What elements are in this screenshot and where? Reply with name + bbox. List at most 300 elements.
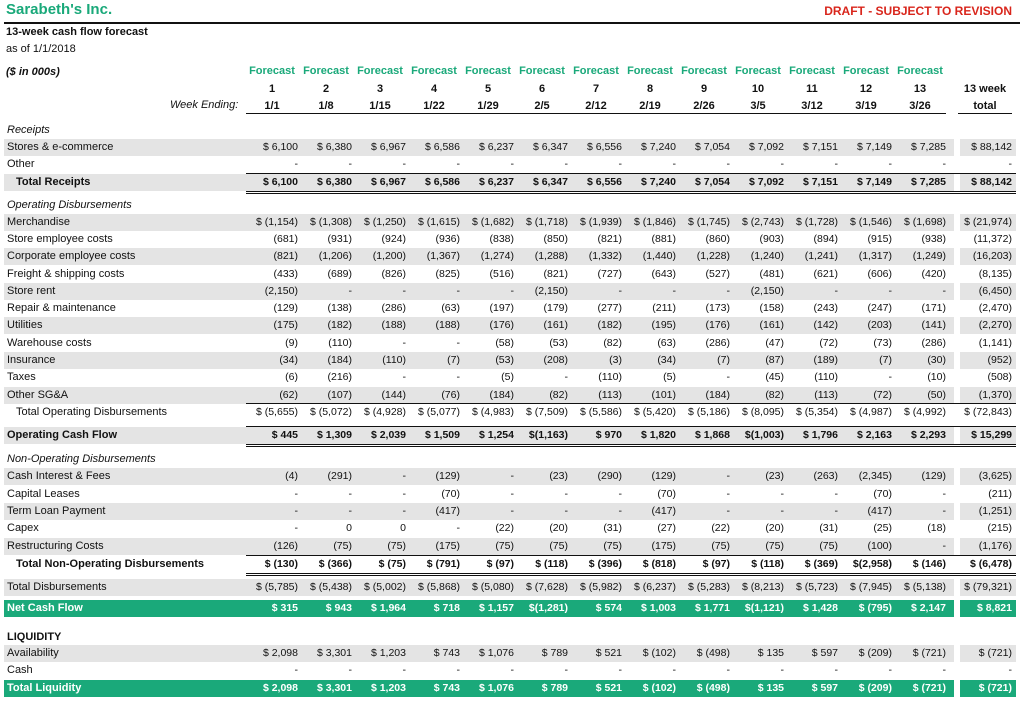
table-cell: $ 1,003: [640, 602, 676, 614]
table-cell: -: [348, 158, 352, 170]
table-cell: $ 7,151: [802, 141, 838, 153]
table-cell: (277): [597, 302, 622, 314]
table-cell: (144): [381, 389, 406, 401]
total-cell: (3,625): [978, 470, 1012, 482]
table-cell: (1,206): [318, 250, 352, 262]
table-row: [4, 662, 1016, 679]
table-cell: (175): [435, 540, 460, 552]
table-cell: (73): [873, 337, 892, 349]
table-cell: $ 6,380: [316, 176, 352, 188]
table-cell: -: [618, 158, 622, 170]
table-cell: $ (97): [702, 558, 730, 570]
table-cell: $(1,163): [528, 429, 568, 441]
table-cell: (101): [651, 389, 676, 401]
total-rule: [246, 444, 1016, 447]
table-cell: $ 7,054: [694, 176, 730, 188]
total-rule: [246, 403, 1016, 404]
table-cell: (184): [327, 354, 352, 366]
table-cell: $ 7,092: [748, 176, 784, 188]
total-cell: $ (721): [978, 682, 1012, 694]
table-cell: (158): [759, 302, 784, 314]
total-rule: [246, 555, 1016, 556]
table-cell: -: [402, 488, 406, 500]
table-cell: (821): [273, 250, 298, 262]
column-header-d: 2/12: [585, 100, 607, 112]
row-label: Cash Interest & Fees: [7, 470, 111, 482]
table-cell: (70): [657, 488, 676, 500]
table-cell: -: [456, 371, 460, 383]
table-cell: (208): [543, 354, 568, 366]
table-cell: (23): [765, 470, 784, 482]
table-cell: $ (1,698): [903, 216, 946, 228]
table-cell: (5): [501, 371, 514, 383]
table-cell: -: [402, 285, 406, 297]
total-rule: [246, 191, 1016, 194]
table-cell: $ 789: [541, 647, 568, 659]
table-cell: -: [402, 664, 406, 676]
table-cell: $ 743: [433, 682, 460, 694]
column-header-f: Forecast: [249, 65, 295, 77]
table-cell: -: [456, 158, 460, 170]
table-cell: $ (5,283): [687, 581, 730, 593]
table-cell: -: [726, 470, 730, 482]
row-label: Warehouse costs: [7, 337, 92, 349]
table-cell: (915): [867, 233, 892, 245]
table-cell: -: [510, 285, 514, 297]
table-cell: (189): [813, 354, 838, 366]
table-cell: $ 2,098: [262, 682, 298, 694]
table-cell: (129): [273, 302, 298, 314]
table-cell: (82): [549, 389, 568, 401]
table-cell: (129): [651, 470, 676, 482]
table-cell: $ 445: [271, 429, 298, 441]
total-rule: [246, 173, 1016, 174]
table-cell: (138): [327, 302, 352, 314]
row-label: Stores & e-commerce: [7, 141, 114, 153]
table-cell: $ 970: [595, 429, 622, 441]
table-cell: (727): [597, 268, 622, 280]
table-cell: $ (5,586): [579, 406, 622, 418]
table-cell: (821): [543, 268, 568, 280]
table-cell: -: [456, 664, 460, 676]
total-cell: (8,135): [978, 268, 1012, 280]
row-label: Corporate employee costs: [7, 250, 136, 262]
column-header-d: 3/26: [909, 100, 931, 112]
row-label: Operating Cash Flow: [7, 429, 118, 441]
row-label: Restructuring Costs: [7, 540, 104, 552]
table-cell: -: [942, 488, 946, 500]
table-cell: (20): [765, 522, 784, 534]
table-cell: (30): [927, 354, 946, 366]
table-cell: $ (4,992): [903, 406, 946, 418]
table-cell: $ (209): [858, 647, 892, 659]
draft-notice: DRAFT - SUBJECT TO REVISION: [824, 4, 1012, 18]
table-cell: -: [780, 664, 784, 676]
table-cell: $ 7,285: [910, 141, 946, 153]
table-cell: (1,240): [750, 250, 784, 262]
table-cell: $ 6,556: [586, 141, 622, 153]
table-cell: (216): [327, 371, 352, 383]
table-cell: (681): [273, 233, 298, 245]
total-cell: $ 88,142: [971, 141, 1012, 153]
table-cell: -: [888, 664, 892, 676]
table-cell: $ 1,796: [802, 429, 838, 441]
table-cell: (70): [873, 488, 892, 500]
table-cell: $ 6,100: [262, 141, 298, 153]
table-cell: $ 1,309: [316, 429, 352, 441]
table-cell: $ (5,186): [687, 406, 730, 418]
table-cell: $(1,121): [744, 602, 784, 614]
table-row: [4, 266, 1016, 283]
table-cell: $ 6,347: [532, 141, 568, 153]
table-cell: (47): [765, 337, 784, 349]
table-cell: (184): [489, 389, 514, 401]
table-cell: $ 597: [811, 647, 838, 659]
header-rule: [246, 113, 946, 114]
table-row: [4, 248, 1016, 265]
table-cell: $ 7,149: [856, 176, 892, 188]
table-cell: $(1,003): [744, 429, 784, 441]
table-cell: (176): [489, 319, 514, 331]
table-cell: (481): [759, 268, 784, 280]
table-cell: (1,317): [858, 250, 892, 262]
table-cell: $ 1,203: [370, 682, 406, 694]
table-cell: $ 6,967: [370, 176, 406, 188]
table-cell: (75): [603, 540, 622, 552]
table-cell: $ (5,438): [309, 581, 352, 593]
table-cell: $ 7,240: [640, 176, 676, 188]
table-cell: -: [402, 158, 406, 170]
table-cell: $ 1,820: [640, 429, 676, 441]
table-cell: (7): [717, 354, 730, 366]
table-cell: $ 6,586: [424, 141, 460, 153]
table-cell: -: [834, 158, 838, 170]
table-cell: $ 2,039: [370, 429, 406, 441]
column-header-d: 2/26: [693, 100, 715, 112]
table-cell: (290): [597, 470, 622, 482]
row-label: Total Receipts: [16, 176, 91, 188]
table-cell: -: [294, 505, 298, 517]
total-cell: (11,372): [973, 233, 1012, 245]
table-cell: (75): [333, 540, 352, 552]
table-row: [4, 283, 1016, 300]
column-header-n: 12: [859, 83, 873, 95]
table-cell: (126): [273, 540, 298, 552]
table-cell: 0: [400, 522, 406, 534]
table-cell: $ 2,098: [262, 647, 298, 659]
table-cell: -: [834, 285, 838, 297]
table-row: [4, 520, 1016, 537]
total-cell: $ 88,142: [971, 176, 1012, 188]
table-cell: (825): [435, 268, 460, 280]
table-cell: -: [402, 505, 406, 517]
table-cell: $ 6,556: [586, 176, 622, 188]
table-cell: $ 1,254: [478, 429, 514, 441]
table-row: [4, 156, 1016, 173]
column-header-f: Forecast: [735, 65, 781, 77]
table-cell: (82): [603, 337, 622, 349]
table-cell: (527): [705, 268, 730, 280]
table-cell: (161): [759, 319, 784, 331]
table-cell: $ (721): [912, 647, 946, 659]
table-cell: (243): [813, 302, 838, 314]
row-label: Net Cash Flow: [7, 602, 83, 614]
total-cell: $ (72,843): [964, 406, 1012, 418]
column-header-f: Forecast: [303, 65, 349, 77]
table-cell: $ (1,615): [417, 216, 460, 228]
row-label: Capital Leases: [7, 488, 80, 500]
table-cell: $ (4,983): [471, 406, 514, 418]
total-column-header: total: [973, 100, 997, 112]
table-cell: (2,150): [750, 285, 784, 297]
column-header-d: 1/15: [369, 100, 391, 112]
table-cell: $ (498): [696, 647, 730, 659]
table-row: [4, 538, 1016, 555]
table-cell: $ 1,868: [694, 429, 730, 441]
table-cell: $ (102): [642, 682, 676, 694]
table-cell: $(1,281): [528, 602, 568, 614]
table-cell: (182): [327, 319, 352, 331]
total-cell: (1,176): [978, 540, 1012, 552]
table-cell: (2,150): [534, 285, 568, 297]
table-row: [4, 214, 1016, 231]
table-cell: (87): [765, 354, 784, 366]
column-header-n: 13: [913, 83, 927, 95]
table-row: [4, 427, 1016, 444]
table-cell: $ (791): [426, 558, 460, 570]
table-cell: (179): [543, 302, 568, 314]
table-cell: (34): [657, 354, 676, 366]
column-header-f: Forecast: [627, 65, 673, 77]
table-row: [4, 556, 1016, 573]
table-row: [4, 387, 1016, 404]
table-cell: $ (1,682): [471, 216, 514, 228]
table-cell: (1,228): [696, 250, 730, 262]
table-cell: (25): [873, 522, 892, 534]
table-cell: (34): [279, 354, 298, 366]
table-cell: -: [402, 371, 406, 383]
table-cell: $ 6,380: [316, 141, 352, 153]
table-cell: $ (1,308): [309, 216, 352, 228]
table-cell: (2,150): [264, 285, 298, 297]
table-cell: $ (7,945): [849, 581, 892, 593]
table-cell: $ (118): [751, 558, 784, 570]
column-header-f: Forecast: [411, 65, 457, 77]
total-cell: -: [1008, 664, 1012, 676]
table-cell: $ (8,095): [741, 406, 784, 418]
table-cell: $ 1,076: [478, 682, 514, 694]
table-cell: $ 1,964: [370, 602, 406, 614]
table-cell: -: [564, 371, 568, 383]
column-header-n: 9: [700, 83, 708, 95]
row-label: Other: [7, 158, 35, 170]
column-header-d: 1/8: [318, 100, 334, 112]
table-cell: (188): [381, 319, 406, 331]
table-cell: $ 743: [433, 647, 460, 659]
table-cell: $ (97): [486, 558, 514, 570]
table-cell: (110): [814, 371, 838, 383]
table-cell: -: [780, 158, 784, 170]
as-of-date: as of 1/1/2018: [6, 43, 76, 55]
total-cell: (1,251): [978, 505, 1012, 517]
column-header-d: 2/5: [534, 100, 550, 112]
table-cell: $ (130): [264, 558, 298, 570]
table-row: [4, 352, 1016, 369]
table-cell: (516): [489, 268, 514, 280]
column-header-f: Forecast: [357, 65, 403, 77]
table-cell: -: [672, 158, 676, 170]
company-title: Sarabeth's Inc.: [6, 1, 113, 18]
table-cell: (936): [435, 233, 460, 245]
row-label: Total Non-Operating Disbursements: [16, 558, 205, 570]
column-header-n: 3: [376, 83, 384, 95]
table-cell: $ 943: [325, 602, 352, 614]
table-row: [4, 503, 1016, 520]
table-cell: (417): [651, 505, 676, 517]
table-cell: $ 7,285: [910, 176, 946, 188]
column-header-n: 6: [538, 83, 546, 95]
table-cell: (129): [435, 470, 460, 482]
table-cell: (58): [495, 337, 514, 349]
table-cell: (161): [543, 319, 568, 331]
table-cell: 0: [346, 522, 352, 534]
table-cell: $ (2,743): [741, 216, 784, 228]
table-cell: $ 1,771: [694, 602, 730, 614]
total-cell: $ 8,821: [976, 602, 1012, 614]
table-cell: (31): [819, 522, 838, 534]
table-cell: (1,440): [642, 250, 676, 262]
table-cell: (22): [495, 522, 514, 534]
table-cell: $ 315: [271, 602, 298, 614]
table-cell: $ 574: [595, 602, 622, 614]
column-header-n: 5: [484, 83, 492, 95]
table-cell: $ 1,157: [478, 602, 514, 614]
table-cell: $ (1,154): [255, 216, 298, 228]
total-cell: $ (21,974): [964, 216, 1012, 228]
table-cell: (53): [495, 354, 514, 366]
table-cell: (286): [921, 337, 946, 349]
table-cell: -: [294, 158, 298, 170]
total-cell: (16,203): [972, 250, 1012, 262]
table-cell: -: [618, 285, 622, 297]
table-cell: $ (5,723): [795, 581, 838, 593]
table-cell: -: [564, 505, 568, 517]
table-cell: (838): [489, 233, 514, 245]
table-cell: (176): [705, 319, 730, 331]
table-cell: (75): [819, 540, 838, 552]
table-cell: -: [780, 488, 784, 500]
table-cell: -: [510, 664, 514, 676]
total-rule: [246, 573, 1016, 576]
column-header-d: 3/12: [801, 100, 823, 112]
table-cell: -: [456, 285, 460, 297]
table-cell: $ (8,213): [741, 581, 784, 593]
table-cell: (113): [814, 389, 838, 401]
table-cell: -: [888, 285, 892, 297]
report-subtitle: 13-week cash flow forecast: [6, 26, 148, 38]
table-cell: (75): [495, 540, 514, 552]
table-cell: $ 2,163: [856, 429, 892, 441]
column-header-n: 8: [646, 83, 654, 95]
table-cell: $ 6,237: [478, 141, 514, 153]
table-cell: -: [726, 664, 730, 676]
table-row: [4, 468, 1016, 485]
table-cell: (211): [652, 302, 676, 314]
table-cell: (75): [549, 540, 568, 552]
row-label: Utilities: [7, 319, 43, 331]
table-cell: (1,288): [534, 250, 568, 262]
table-cell: (938): [921, 233, 946, 245]
table-cell: $ (396): [588, 558, 622, 570]
column-header-f: Forecast: [465, 65, 511, 77]
total-cell: (6,450): [978, 285, 1012, 297]
table-cell: -: [942, 540, 946, 552]
table-cell: $ 1,509: [424, 429, 460, 441]
table-cell: (129): [921, 470, 946, 482]
table-cell: $ (75): [378, 558, 406, 570]
table-row: [4, 174, 1016, 191]
table-cell: (175): [273, 319, 298, 331]
table-cell: (22): [711, 522, 730, 534]
table-row: [4, 197, 1016, 214]
table-cell: (1,249): [912, 250, 946, 262]
table-cell: (62): [279, 389, 298, 401]
table-cell: $ 3,301: [316, 647, 352, 659]
table-cell: (110): [382, 354, 406, 366]
table-cell: $ 135: [757, 647, 784, 659]
table-cell: (417): [435, 505, 460, 517]
table-cell: (433): [273, 268, 298, 280]
table-cell: (643): [651, 268, 676, 280]
column-header-f: Forecast: [519, 65, 565, 77]
table-row: [4, 404, 1016, 421]
table-cell: (263): [813, 470, 838, 482]
table-cell: $ 2,147: [910, 602, 946, 614]
table-cell: (182): [597, 319, 622, 331]
table-cell: (53): [549, 337, 568, 349]
column-header-n: 11: [806, 83, 818, 95]
table-cell: (110): [328, 337, 352, 349]
table-cell: $ (818): [642, 558, 676, 570]
row-label: Term Loan Payment: [7, 505, 106, 517]
table-cell: -: [834, 488, 838, 500]
table-cell: (18): [927, 522, 946, 534]
table-cell: -: [942, 664, 946, 676]
table-cell: (82): [765, 389, 784, 401]
table-cell: $ (5,077): [417, 406, 460, 418]
table-cell: (63): [657, 337, 676, 349]
table-cell: (113): [598, 389, 622, 401]
table-cell: -: [942, 505, 946, 517]
table-cell: (417): [867, 505, 892, 517]
table-row: [4, 139, 1016, 156]
total-cell: (215): [987, 522, 1012, 534]
row-label: Merchandise: [7, 216, 70, 228]
table-cell: -: [834, 505, 838, 517]
table-cell: (197): [489, 302, 514, 314]
table-cell: (203): [867, 319, 892, 331]
table-cell: -: [618, 488, 622, 500]
total-header-rule: [958, 113, 1012, 114]
table-cell: $ 789: [541, 682, 568, 694]
row-label: Capex: [7, 522, 39, 534]
total-cell: $ 15,299: [971, 429, 1012, 441]
table-row: [4, 231, 1016, 248]
table-cell: (171): [921, 302, 946, 314]
table-cell: (860): [705, 233, 730, 245]
table-cell: -: [726, 488, 730, 500]
table-cell: (894): [813, 233, 838, 245]
